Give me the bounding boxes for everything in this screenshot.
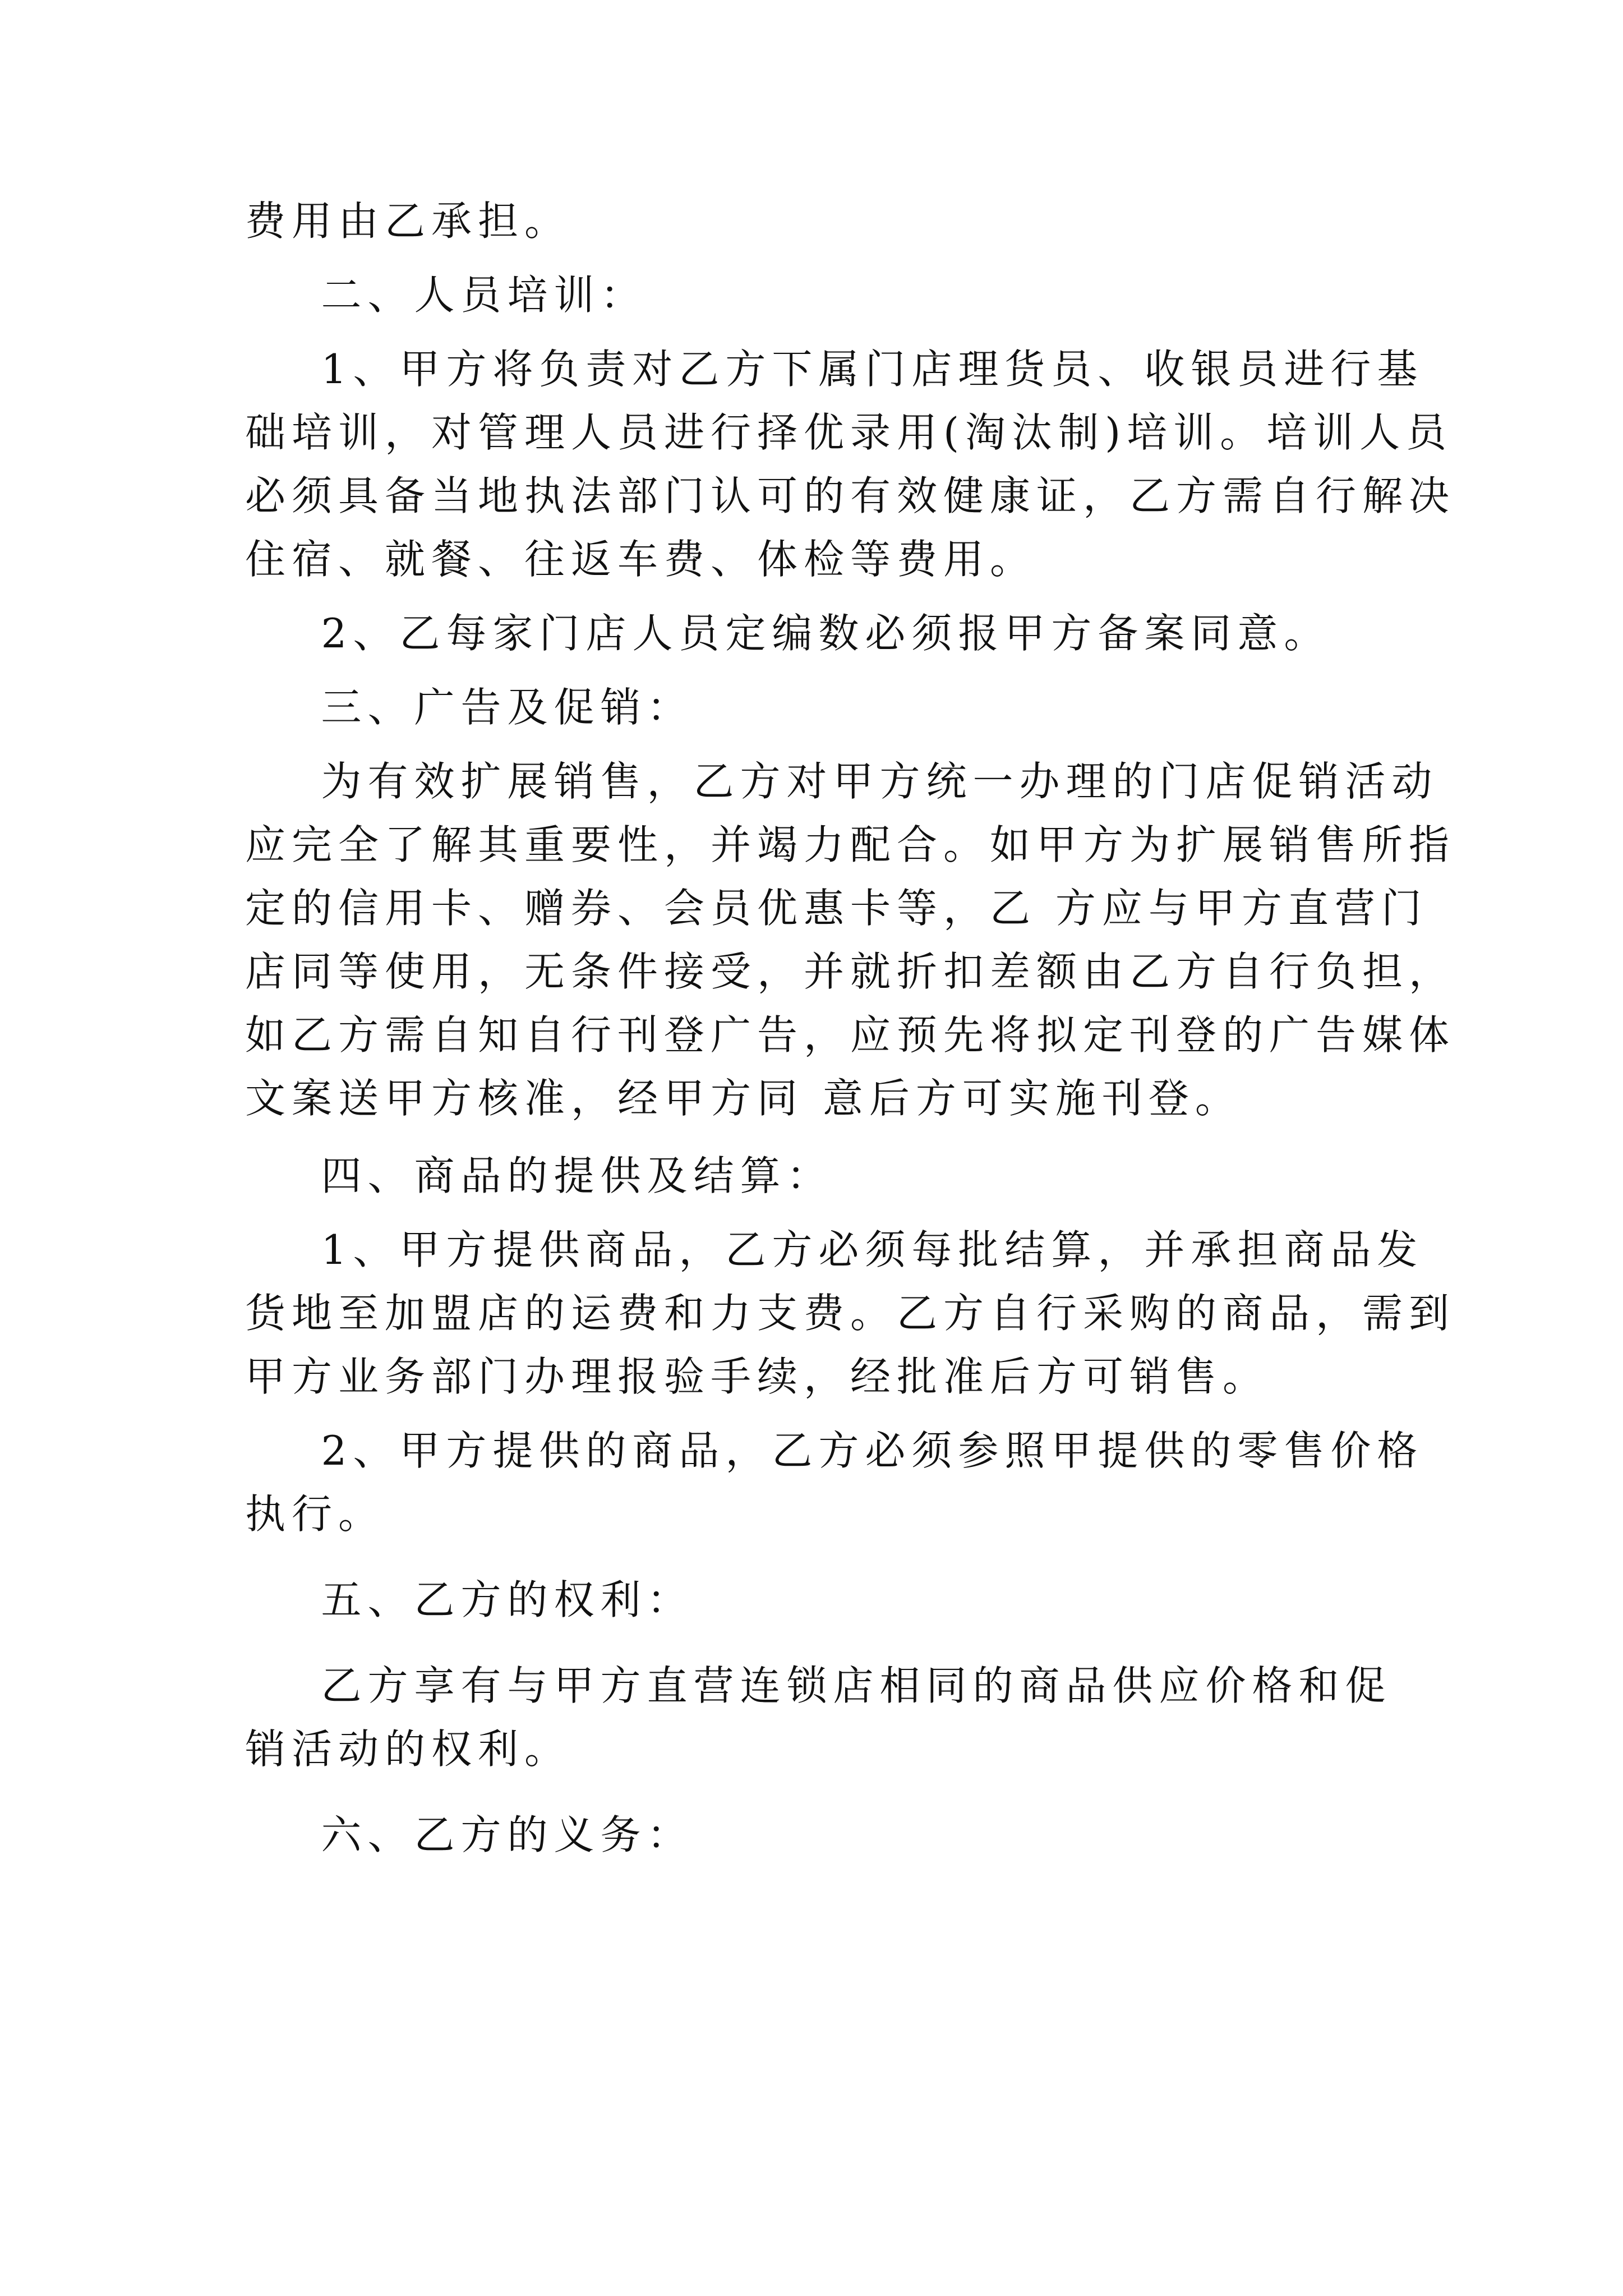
text-line: 如乙方需自知自行刊登广告，应预先将拟定刊登的广告媒体: [245, 1011, 1456, 1059]
text-line: 1、甲方将负责对乙方下属门店理货员、收银员进行基: [245, 346, 1424, 393]
text-line: 1、甲方提供商品，乙方必须每批结算，并承担商品发: [245, 1226, 1424, 1273]
document-body: [245, 190, 1456, 1867]
section-heading: 三、广告及促销：: [245, 684, 694, 731]
text-line: 费用由乙承担。: [245, 197, 571, 245]
section-heading: 六、乙方的义务：: [245, 1811, 694, 1858]
section-heading: 五、乙方的权利：: [245, 1576, 694, 1623]
text-line: 2、甲方提供的商品，乙方必须参照甲提供的零售价格: [245, 1427, 1424, 1474]
text-line: 础培训，对管理人员进行择优录用(淘汰制)培训。培训人员: [245, 409, 1453, 456]
text-line: 销活动的权利。: [245, 1726, 571, 1773]
text-line: 货地至加盟店的运费和力支费。乙方自行采购的商品，需到: [245, 1290, 1456, 1337]
text-line: 必须具备当地执法部门认可的有效健康证，乙方需自行解决: [245, 472, 1456, 519]
section-heading: 四、商品的提供及结算：: [245, 1152, 833, 1199]
text-line: 乙方享有与甲方直营连锁店相同的商品供应价格和促: [245, 1662, 1392, 1709]
text-line: 甲方业务部门办理报验手续，经批准后方可销售。: [245, 1353, 1270, 1400]
section-heading: 二、人员培训：: [245, 272, 647, 319]
text-line: 为有效扩展销售，乙方对甲方统一办理的门店促销活动: [245, 758, 1438, 805]
text-line: 定的信用卡、赠券、会员优惠卡等，乙 方应与甲方直营门: [245, 885, 1428, 932]
text-line: 文案送甲方核准，经甲方同 意后方可实施刊登。: [245, 1075, 1242, 1122]
text-line: 执行。: [245, 1490, 385, 1538]
text-line: 应完全了解其重要性，并竭力配合。如甲方为扩展销售所指: [245, 821, 1456, 868]
text-line: 店同等使用，无条件接受，并就折扣差额由乙方自行负担，: [245, 948, 1456, 995]
text-line: 2、乙每家门店人员定编数必须报甲方备案同意。: [245, 610, 1331, 657]
text-line: 住宿、就餐、往返车费、体检等费用。: [245, 536, 1037, 583]
